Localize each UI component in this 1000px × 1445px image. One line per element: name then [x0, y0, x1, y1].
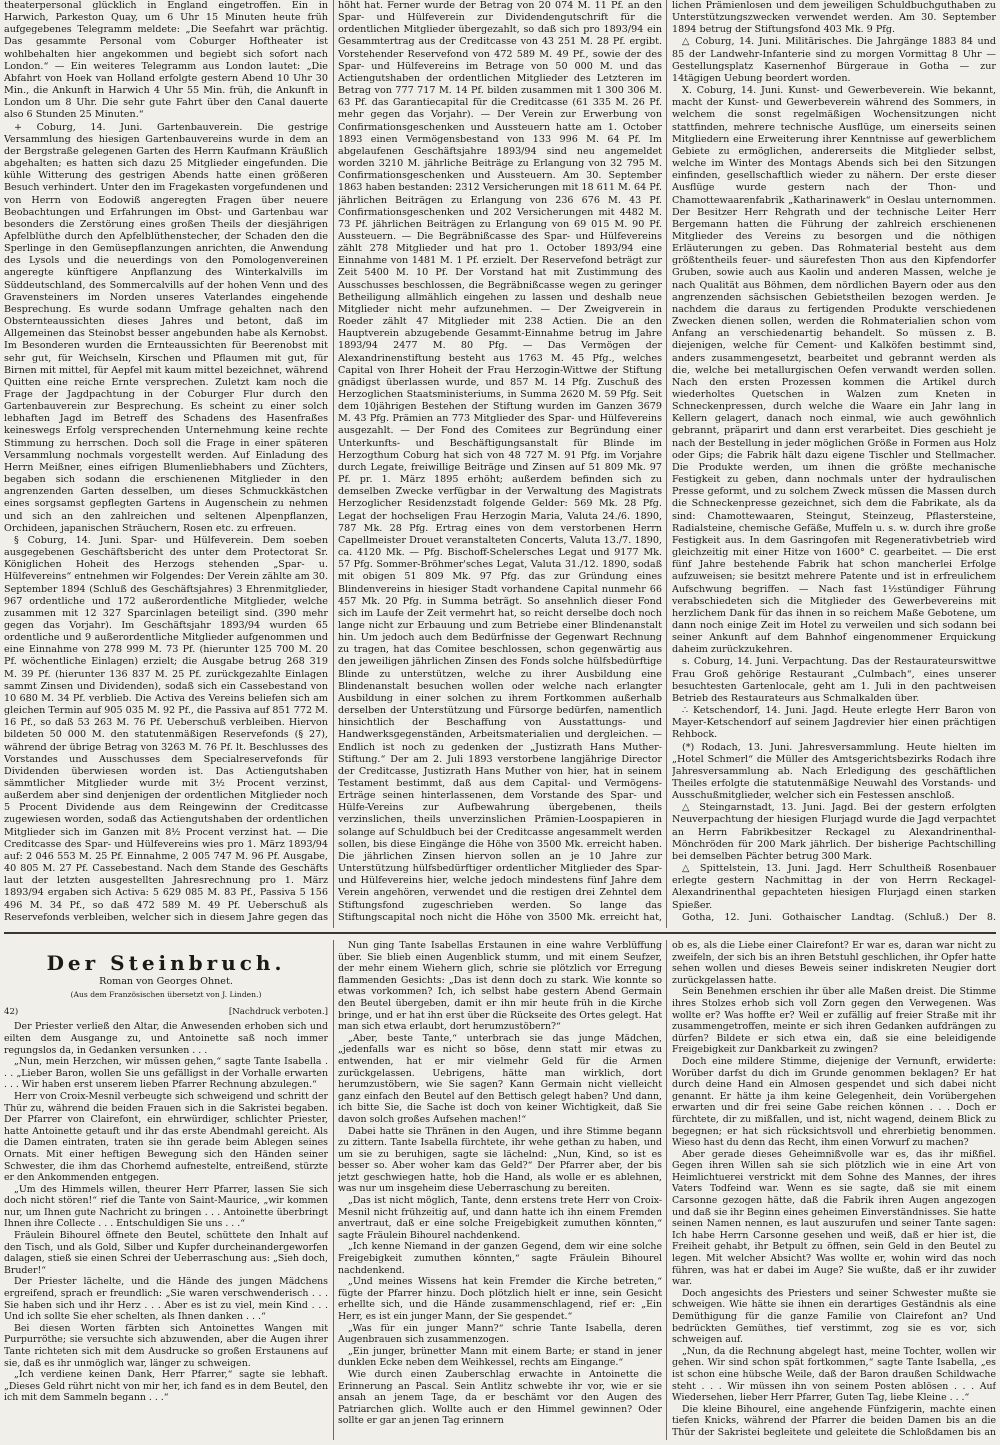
novel-paragraph: Fräulein Bihourel öffnete den Beutel, schüttete den Inhalt auf den Tisch, und als Gold, Silber und Kupfer durcheinandergeworfen dalagen, stieß sie einen Schrei der Ueberraschung aus: „Sieh doch, Bruder!“: [4, 1230, 328, 1276]
novel-paragraph: „Nun, mein Herzchen, wir müssen gehen,“ sagte Tante Isabella . . . „Lieber Baron, wollen Sie uns gefälligst in der Vorhalle erwarten . . . Wir haben erst unserem lieben Pfarrer Rechnung abzulegen.“: [4, 1056, 328, 1091]
novel-paragraph: Sein Benehmen erschien ihr über alle Maßen dreist. Die Stimme ihres Stolzes erhob sich voll Zorn gegen den Verwegenen. Was wollte er? Was hoffte er? Weil er zufällig auf freier Straße mit ihr zusammengetroffen, meinte er sich ihren Gedanken aufdrängen zu dürfen? Bildete er sich etwa ein, daß sie eine beleidigende Freigebigkeit zur Dankbarkeit zu zwingen?: [672, 986, 996, 1056]
news-paragraph: ∴ Ketschendorf, 14. Juni. Jagd. Heute erlegte Herr Baron von Mayer-Ketschendorf auf seinem Jagdrevier hier einen prächtigen Rehbock.: [672, 705, 996, 741]
novel-paragraph: „Was für ein junger Mann?“ schrie Tante Isabella, deren Augenbrauen sich zusammenzogen.: [338, 1322, 662, 1346]
news-paragraph: △ Coburg, 14. Juni. Militärisches. Die Jahrgänge 1883 84 und 85 der Landwehr-Infanterie sind zu morgen Vormittag 8 Uhr — Gestellungsplatz Kasernenhof Bürgeraue in Gotha — zur 14tägigen Uebung beordert worden.: [672, 36, 996, 84]
novel-paragraph: Wie durch einen Zauberschlag erwachte in Antoinette die Erinnerung an Pascal. Sein Antlitz schwebte ihr vor, wie er sie ansah an jenem Tage, da er beschämt vor den Augen des Patriarchen glich. Wollte auch er den Himmel gewinnen? Oder sollte er gar an jenen Tag erinnern: [338, 1368, 662, 1427]
news-column-1: [4, 0, 328, 925]
news-paragraph: △ Steingarnstadt, 13. Juni. Jagd. Bei der gestern erfolgten Neuverpachtung der hiesigen Flurjagd wurde die Jagd verpachtet an Herrn Fabrikbesitzer Reckagel zu Alexandrinenthal-Mönchröden für 200 Mark jährlich. Der bisherige Pachtschilling bei demselben Pächter betrug 300 Mark.: [672, 802, 996, 862]
news-paragraph: höht hat. Ferner wurde der Betrag von 20 074 M. 11 Pf. an den Spar- und Hülfeverein zur Dividendengutschrift für die ordentlichen Mitglieder übergezahlt, so daß sich pro 1893/94 ein Gesammtertrag aus der Creditcasse von 43 251 M. 28 Pf. ergibt. Vorstehender Reservefond von 472 589 M. 49 Pf., sowie der des Spar- und Hülfevereins im Betrage von 50 000 M. und das Actiengutshaben der ordentlichen Mitglieder des Letzteren im Betrag von 777 717 M. 14 Pf. bilden zusammen mit 1 300 306 M. 63 Pf. das Garantiecapital für die Creditcasse (61 335 M. 26 Pf. mehr gegen das Vorjahr). — Der Verein zur Erwerbung von Confirmationsgeschenken und Aussteuern hatte am 1. October 1893 einen Vermögensbestand von 133 996 M. 64 Pf. Im abgelaufenen Geschäftsjahre 1893/94 sind neu angemeldet worden 3210 M. jährliche Beiträge zu Erlangung von 32 795 M. Confirmationsgeschenken und Aussteuern. Am 30. September 1863 haben bestanden: 2312 Versicherungen mit 18 611 M. 64 Pf. jährlichen Beiträgen zu Erlangung von 236 676 M. 43 Pf. Confirmationsgeschenken und 202 Versicherungen mit 4482 M. 73 Pf. jährlichen Beiträgen zu Erlangung von 69 015 M. 90 Pf. Aussteuern. — Die Begräbnißcasse des Spar- und Hülfevereins zählt 278 Mitglieder und hat pro 1. October 1893/94 eine Einnahme von 1481 M. 1 Pf. erzielt. Der Reservefond beträgt zur Zeit 5400 M. 10 Pf. Der Vorstand hat mit Zustimmung des Ausschusses beschlossen, die Begräbnißcasse wegen zu geringer Betheiligung allmählich eingehen zu lassen und deshalb neue Mitglieder nicht mehr aufzunehmen. — Der Zweigverein in Roeder zählt 47 Mitglieder mit 238 Actien. Die an den Hauptverein abzugebende Gesammt-Einnahme betrug im Jahre 1893/94 2477 M. 80 Pfg. — Das Vermögen der Alexandrinenstiftung besteht aus 1763 M. 45 Pfg., welches Capital von Ihrer Hoheit der Frau Herzogin-Wittwe der Stiftung gnädigst überlassen wurde, und 857 M. 14 Pfg. Zuschuß des Herzoglichen Staatsministeriums, in Summa 2620 M. 59 Pfg. Seit dem 10jährigen Bestehen der Stiftung wurden im Ganzen 3679 M. 43 Pfg. Prämien an 773 Mitglieder des Spar- und Hülfevereins ausgezahlt. — Der Fond des Comitees zur Begründung einer Unterkunfts- und Beschäftigungsanstalt für Blinde im Herzogthum Coburg hat sich von 48 727 M. 91 Pfg. im Vorjahre durch Legate, freiwillige Beiträge und Zinsen auf 51 809 Mk. 97 Pf. pr. 1. März 1895 erhöht; außerdem befinden sich zu demselben Zwecke verfügbar in der Verwaltung des Magistrats Herzoglicher Residenzstadt folgende Gelder: 569 Mk. 28 Pfg. Legat der hochseligen Frau Herzogin Maria, Valuta 24./6. 1890, 787 Mk. 28 Pfg. Ertrag eines von dem verstorbenen Herrn Capellmeister Drouet veranstalteten Concerts, Valuta 13./7. 1890, ca. 4120 Mk. — Pfg. Bischoff-Schelersches Legat und 9177 Mk. 57 Pfg. Sommer-Bröhmer'sches Legat, Valuta 31./12. 1890, sodaß mit obigen 51 809 Mk. 97 Pfg. das zur Gründung eines Blindenvereins in hiesiger Stadt vorhandene Capital nunmehr 66 457 Mk. 20 Pfg. in Summa beträgt. So ansehnlich dieser Fond sich im Laufe der Zeit vermehrt hat, so reicht derselbe doch noch lange nicht zur Erbauung und zum Betriebe einer Blindenanstalt hin. Um jedoch auch dem Bedürfnisse der Gegenwart Rechnung zu tragen, hat das Comitee beschlossen, schon gegenwärtig aus den jeweiligen jährlichen Zinsen des Fonds solche hülfsbedürftige Blinde zu unterstützen, welche zu ihrer Ausbildung eine Blindenanstalt besuchen wollen oder welche nach erlangter Ausbildung in einer solchen zu ihrem Fortkommen außerhalb derselben der Unterstützung und Fürsorge bedürfen, namentlich hinsichtlich der Beschaffung von Ausstattungs- und Handwerksgegenständen, Arbeitsmaterialien und dergleichen. — Endlich ist noch zu gedenken der „Justizrath Hans Muther-Stiftung.“ Der am 2. Juli 1893 verstorbene langjährige Director der Creditcasse, Justizrath Hans Muther von hier, hat in seinem Testament bestimmt, daß aus dem Capital- und Vermögens-Erträge seinen hinterlassenen, dem Vorstande des Spar- und Hülfe-Vereins zur Aufbewahrung übergebenen, theils verzinslichen, theils unverzinslichen Prämien-Loospapieren in solange auf Schuldbuch bei der Creditcasse angesammelt werden sollen, bis diese Eingänge die Höhe von 3500 Mk. erreicht haben. Die jährlichen Zinsen hiervon sollen an je 10 Jahre zur Unterstützung hülfsbedürftiger ordentlicher Mitglieder des Spar- und Hülfevereins hier, welche jedoch mindestens fünf Jahre dem Verein angehören, verwendet und die restigen drei Zehntel dem Stiftungsfond zugeschrieben werden. So lange das Stiftungscapital noch nicht die Höhe von 3500 Mk. erreicht hat,: [338, 0, 662, 923]
column-divider: [333, 940, 334, 1440]
novel-paragraph: „Aber, beste Tante,“ unterbrach sie das junge Mädchen, „jedenfalls war es nicht so böse, denn statt mir etwas zu entwenden, hat er mir vielmehr Geld für die Armen zurückgelassen. Uebrigens, hätte man wirklich, dort herumzustöbern, wie Sie sagen? Kann Germain nicht vielleicht ganz einfach den Beutel auf den Bettisch gelegt haben? Und dann, ich bitte Sie, die Sache ist doch von keiner Wichtigkeit, daß Sie davon solch großes Aufsehen machen!“: [338, 1032, 662, 1125]
serial-meta: [4, 1007, 328, 1019]
feuilleton-column-1: [4, 940, 328, 1440]
column-divider: [333, 0, 334, 928]
novel-paragraph: ob es, als die Liebe einer Clairefont? Er war es, daran war nicht zu zweifeln, der sich bis an ihren Betstuhl geschlichen, ihr Opfer hatte sehen wollen und dieses Beweis seiner indiskreten Neugier dort zurückgelassen hatte.: [672, 940, 996, 986]
novel-paragraph: „Das ist nicht möglich, Tante, denn erstens trete Herr von Croix-Mesnil nicht frühzeitig auf, und dann hatte ich ihn einem Fremden anvertraut, daß er eine solche Freigebigkeit zumuthen könnten,“ sagte Fräulein Bihourel nachdenkend.: [338, 1195, 662, 1241]
feuilleton-column-3: [672, 940, 996, 1440]
novel-paragraph: „Um des Himmels willen, theurer Herr Pfarrer, lassen Sie sich doch nicht stören!“ rief die Tante von Saint-Maurice, „wir kommen nur, um Ihnen gute Nachricht zu bringen . . . Antoinette überbringt Ihnen ihre Collecte . . . Entschuldigen Sie uns . . .“: [4, 1183, 328, 1230]
feuilleton-section: [4, 940, 996, 1440]
news-paragraph: X. Coburg, 14. Juni. Kunst- und Gewerbeverein. Wie bekannt, macht der Kunst- und Gewerbeverein während des Sommers, in welchem die sonst regelmäßigen Wochensitzungen nicht stattfinden, mehrere technische Ausflüge, um einerseits seinen Mitgliedern eine Erweiterung ihrer Kenntnisse auf gewerblichem Gebiete zu ermöglichen, andererseits die Mitglieder selbst, welche im Winter des Montags Abends sich bei den Sitzungen einfinden, gesellschaftlich wieder zu nähern. Der erste dieser Ausflüge wurde gestern nach der Thon- und Chamottewaarenfabrik „Katharinawerk“ in Oeslau unternommen. Der Besitzer Herr Rehgrath und der technische Leiter Herr Bergemann hatten die Führung der zahlreich erschienenen Mitglieder des Vereins zu besorgen und die nöthigen Erläuterungen zu geben. Das Rohmaterial besteht aus dem größtentheils feuer- und säurefesten Thon aus den Kipfendorfer Gruben, sowie auch aus Kaolin und anderen Massen, welche je nach Qualität aus Böhmen, dem nördlichen Bayern oder aus den angrenzenden sächsischen Gebietstheilen bezogen werden. Je nachdem die daraus zu fertigenden Produkte verschiedenen Zwecken dienen sollen, werden die Rohmaterialien schon vom Anfang an verschiedenartig behandelt. So müssen z. B. diejenigen, welche für Cement- und Kalköfen bestimmt sind, anders zusammengesetzt, bearbeitet und gebrannt werden als die, welche bei metallurgischen Oefen verwandt werden sollen. Nach den ersten Prozessen kommen die Artikel durch wiederholtes Quetschen in Walzen zum Kneten in Schneckenpressen, durch welche die Waare ein Jahr lang in Kellern gelagert, danach noch einmal, wie auch gewöhnlich gebrannt, präparirt und dann erst verarbeitet. Dies geschieht je nach der Bestellung in jeder möglichen Größe in Formen aus Holz oder Gips; die Fabrik hält dazu eigene Tischler und Stellmacher. Die Produkte werden, um ihnen die größte mechanische Festigkeit zu geben, dann nochmals unter der hydraulischen Presse geformt, und zu solchem Zweck müssen die Massen durch die Schneckenpresse gezeichnet, sich dem die Fabrikate, als da sind: Chamottewaaren, Steingut, Steinzeug, Pflastersteine, Radialsteine, chemische Gefäße, Muffeln u. s. w. durch ihre große Festigkeit aus. In dem Gasringofen mit Regenerativbetrieb wird gleichzeitig mit einer Hitze von 1600° C. gearbeitet. — Die erst fünf Jahre bestehende Fabrik hat schon mancherlei Erfolge aufzuweisen; sie besitzt mehrere Patente und ist in erfreulichem Aufschwung begriffen. — Nach fast 1½stündiger Führung verabschiedeten sich die Mitglieder des Gewerbevereins mit herzlichem Dank für das ihnen in so reichem Maße Gebotene, um dann noch einige Zeit im Hotel zu verweilen und sich sodann bei seiner Ankunft auf dem Bahnhof eingenommener Erquickung daheim zurückzukehren.: [672, 85, 996, 656]
novel-paragraph: Der Priester lächelte, und die Hände des jungen Mädchens ergreifend, sprach er freundlich: „Sie waren verschwenderisch . . . Sie haben sich und ihr Herz . . . Aber es ist zu viel, mein Kind . . . Und ich sollte Sie eher schelten, als Ihnen danken . . .“: [4, 1276, 328, 1323]
novel-paragraph: „Nun, da die Rechnung abgelegt hast, meine Tochter, wollen wir gehen. Wir sind schon spät fortkommen,“ sagte Tante Isabella, „es ist schon eine hübsche Weile, daß der Baron draußen Schildwache steht . . . Wir müssen ihn von seinem Posten ablösen . . . Auf Wiedersehen, lieber Herr Pfarrer, Guten Tag, liebe Kleine . . .“: [672, 1345, 996, 1404]
novel-paragraph: Bei diesen Worten färbten sich Antoinettes Wangen mit Purpurröthe; sie versuchte sich abzuwenden, aber die Augen ihrer Tante richteten sich mit dem Ausdrucke so großen Erstaunens auf sie, daß es ihr unmöglich war, länger zu schweigen.: [4, 1322, 328, 1369]
serial-title: Der Steinbruch.: [46, 951, 286, 975]
novel-paragraph: Doch eine mildere Stimme, diejenige der Vernunft, erwiderte: Worüber darfst du dich im Grunde genommen beklagen? Er hat durch deine Hand ein Almosen gespendet und sich dabei nicht genannt. Er hätte ja ihm keine Gelegenheit, dein Vorübergehen erwarten und dir frei seine Gabe reichen können . . . Doch er fürchtete, dir zu mißfallen, und ist, nicht wagend, deinem Blick zu begegnen; er hat sich rücksichtsvoll und ehrerbietig benommen. Wieso hast du denn das Recht, ihm einen Vorwurf zu machen?: [672, 1055, 996, 1149]
novel-paragraph: Doch angesichts des Priesters und seiner Schwester mußte sie schweigen. Wie hätte sie ihnen ein derartiges Geständnis als eine Demüthigung für die ganze Familie von Clairefont an? Und bedrückten Gemüthes, tief verstimmt, zog sie es vor, sich schweigen auf.: [672, 1287, 996, 1346]
news-paragraph: theaterpersonal glücklich in England eingetroffen. Ein in Harwich, Parkeston Quay, um 6 Uhr 15 Minuten heute früh aufgegebenes Telegramm meldete: „Die Seefahrt war prächtig. Das gesammte Personal vom Coburger Hoftheater ist wohlbehalten hier angekommen und begiebt sich sofort nach London.“ — Ein weiteres Telegramm aus London lautet: „Die Abfahrt von Hoek van Holland erfolgte gestern Abend 10 Uhr 30 Min., die Ankunft in Harwich 4 Uhr 55 Min. früh, die Ankunft in London um 8 Uhr. Die sehr gute Fahrt über den Canal dauerte also 6 Stunden 25 Minuten.“: [4, 0, 328, 121]
serial-translator: (Aus dem Französischen übersetzt von J. Linden.): [70, 990, 262, 1000]
novel-paragraph: „Und meines Wissens hat kein Fremder die Kirche betreten,“ fügte der Pfarrer hinzu. Doch plötzlich hielt er inne, sein Gesicht erhellte sich, und die Hände zusammenschlagend, rief er: „Ein Herr, es ist ein junger Mann, der Sie gespendet.“: [338, 1276, 662, 1322]
feuilleton-rule: [4, 932, 996, 934]
novel-paragraph: Der Priester verließ den Altar, die Anwesenden erhoben sich und eilten dem Ausgange zu, und Antoinette saß noch immer regungslos da, in Gedanken versunken . . .: [4, 1021, 328, 1056]
news-paragraph: s. Coburg, 14. Juni. Verpachtung. Das der Restaurateurswittwe Frau Groß gehörige Restaurant „Culmbach“, eines unserer besuchtesten Gartenlocale, geht am 1. Juli in den pachtweisen Betrieb des Restaurateurs aus Schmalkalden über.: [672, 656, 996, 704]
novel-paragraph: Die kleine Bihourel, eine angehende Fünfzigerin, machte einen tiefen Knicks, während der Pfarrer die beiden Damen bis an die Thür der Sakristei begleitete und geleitete die Schloßdamen bis an: [672, 1403, 996, 1438]
news-section: [4, 0, 996, 925]
news-column-2: [338, 0, 662, 925]
novel-paragraph: „Ich verdiene keinen Dank, Herr Pfarrer,“ sagte sie lebhaft. „Dieses Geld rührt nicht von mir her, ich fand es in dem Beutel, den ich mit dem Sammeln begann . . .“: [4, 1369, 328, 1404]
novel-paragraph: „Ein junger, brünetter Mann mit einem Barte; er stand in jener dunklen Ecke neben dem Weihkessel, rechts am Eingange.“: [338, 1345, 662, 1369]
novel-paragraph: Herr von Croix-Mesnil verbeugte sich schweigend und schritt der Thür zu, während die beiden Frauen sich in die Sakristei begaben. Der Pfarrer von Clairefont, ein ehrwürdiger, schlichter Priester, hatte Antoinette getauft und ihr das erste Abendmahl gereicht. Als die Damen eintraten, traten sie ihn gerade beim Ablegen seines Ornats. Mit einer heftigen Bewegung sich den Händen seiner Schwester, die ihm das Chorhemd aufnestelte, entreißend, stürzte er den Ankommenden entgegen.: [4, 1090, 328, 1184]
column-divider: [666, 0, 667, 928]
column-divider: [666, 940, 667, 1440]
news-paragraph: △ Spittelstein, 13. Juni. Jagd. Herr Schultheiß Rosenbauer erlegte gestern Nachmittag in der von Herrn Reckagel-Alexandrinenthal gepachteten hiesigen Flurjagd einen starken Spießer.: [672, 863, 996, 911]
reprint-notice: [Nachdruck verboten.]: [228, 1006, 328, 1017]
serial-subtitle: Roman von Georges Ohnet.: [99, 975, 233, 987]
news-paragraph: Gotha, 12. Juni. Gothaischer Landtag. (Schluß.) Der 8.: [682, 911, 996, 923]
novel-paragraph: Dabei hatte sie Thränen in den Augen, und ihre Stimme begann zu zittern. Tante Isabella fürchtete, ihr wehe gethan zu haben, und um sie zu beruhigen, sagte sie lächelnd: „Nun, Kind, so ist es besser so. Aber woher kam das Geld?“ Der Pfarrer aber, der bis jetzt geschwiegen hatte, hob die Hand, als wolle er es ablehnen, was nur um insgeheim diese Ueberraschung zu bereiten.: [338, 1125, 662, 1195]
news-paragraph: + Coburg, 14. Juni. Gartenbauverein. Die gestrige Versammlung des hiesigen Gartenbauvereins wurde in dem an der Bergstraße gelegenen Garten des Herrn Kaufmann Kräußlich abgehalten; es hatten sich dazu 25 Mitglieder eingefunden. Die kühle Witterung des gestrigen Abends hatte einen größeren Besuch verhindert. Unter den im Fragekasten vorgefundenen und von Herrn von Eodowiß angeregten Fragen über neuere Beobachtungen und Erfahrungen im Obst- und Gartenbau war besonders die Zerstörung eines großen Theils der diesjährigen Apfelblüthe durch den Apfelblüthenstecher, der Schaden den die Sperlinge in den Gemüsepflanzungen anrichten, die Anwendung des Lysols und die neuerdings von den Pomologenvereinen angeregte künftigere Anpflanzung des Winterkalvills im Süddeutschland, des Sommercalvills auf der hohen Venn und des Gravensteiners im Norden unseres Vaterlandes eingehende Besprechung. Es wurde sodann Umfrage gehalten nach den Obsternteaussichten dieses Jahres und betont, daß im Allgemeinen das Steinobst besser angebunden habe als Kernobst. Im Besonderen wurden die Ernteaussichten für Beerenobst mit sehr gut, für Weichseln, Kirschen und Pflaumen mit gut, für Birnen mit mittel, für Aepfel mit kaum mittel bezeichnet, während Quitten eine reiche Ernte versprechen. Zuletzt kam noch die Frage der Jagdpachtung in der Coburger Flur durch den Gartenbauverein zur Besprechung. Es scheint zu einer solch lebhaften Jagd im Betreff des Schadens des Hasenfraßes keineswegs Erfolg versprechenden Unternehmung keine rechte Stimmung zu herrschen. Doch soll die Frage in einer späteren Versammlung nochmals vorgestellt werden. Auf Einladung des Herrn Meißner, eines eifrigen Blumenliebhabers und Züchters, begaben sich sodann die erschienenen Mitglieder in den angrenzenden Garten desselben, um dieses Schmuckkästchen eines sorgsamst gepflegten Gartens in Augenschein zu nehmen und sich an den zahlreichen und seltenen Alpenpflanzen, Orchideen, japanischen Sträuchern, Rosen etc. zu erfreuen.: [4, 121, 328, 534]
feuilleton-column-2: [338, 940, 662, 1440]
novel-paragraph: „Ich kenne Niemand in der ganzen Gegend, dem wir eine solche Freigebigkeit zumuthen könnten,“ sagte Fräulein Bihourel nachdenkend.: [338, 1241, 662, 1276]
news-paragraph: § Coburg, 14. Juni. Spar- und Hülfeverein. Dem soeben ausgegebenen Geschäftsbericht des unter dem Protectorat Sr. Königlichen Hoheit des Herzogs stehenden „Spar- u. Hülfevereins“ entnehmen wir Folgendes: Der Verein zählte am 30. September 1894 (Schluß des Geschäftsjahres) 3 Ehrenmitglieder, 967 ordentliche und 172 außerordentliche Mitglieder, welche zusammen mit 12 327 Sparcinlagen beteiligt sind. (390 mehr gegen das Vorjahr). Im Geschäftsjahr 1893/94 wurden 65 ordentliche und 9 außerordentliche Mitglieder aufgenommen und eine Einnahme von 278 999 M. 73 Pf. (hierunter 125 700 M. 20 Pf. wöchentliche Einlagen) erzielt; die Ausgabe betrug 268 319 M. 39 Pf. (hierunter 136 837 M. 25 Pf. zurückgezahlte Einlagen sammt Zinsen und Dividenden), sodaß sich ein Cassebestand von 10 680 M. 34 Pf. verblieb. Die Activa des Vereins beliefen sich am gleichen Termin auf 905 035 M. 92 Pf., die Passiva auf 851 772 M. 16 Pf., so daß 53 263 M. 76 Pf. Ueberschuß verbleiben. Hiervon bildeten 50 000 M. den statutenmäßigen Reservefonds (§ 27), während der übrige Betrag von 3263 M. 76 Pf. lt. Beschlusses des Vorstandes und Ausschusses dem Specialreservefonds für Dividenden überwiesen worden ist. Das Actiengutshaben sämmtlicher Mitglieder wurde mit 3½ Procent verzinst, außerdem aber sind denjenigen der ordentlichen Mitglieder noch 5 Procent Dividende aus dem Reingewinn der Creditcasse zugewiesen worden, sodaß das Actiengutshaben der ordentlichen Mitglieder sich im Ganzen mit 8½ Procent verzinst hat. — Die Creditcasse des Spar- und Hülfevereins wies pro 1. März 1893/94 auf: 2 046 553 M. 25 Pf. Einnahme, 2 005 747 M. 96 Pf. Ausgabe, 40 805 M. 27 Pf. Cassebestand. Nach dem Stande des Geschäfts laut der letzten ausgestellten Jahresrechnung pro 1. März 1893/94 ergaben sich Activa: 5 629 085 M. 83 Pf., Passiva 5 156 496 M. 34 Pf., so daß 472 589 M. 49 Pf. Ueberschuß als Reservefonds verbleiben, welcher sich in diesem Jahre gegen das: [4, 534, 328, 923]
instalment-number: 42): [4, 1006, 19, 1017]
novel-paragraph: Aber gerade dieses Geheimnißvolle war es, das ihr mißfiel. Gegen ihren Willen sah sie sich plötzlich wie in eine Art von Heimlichtuerei verstrickt mit dem Sohne des Mannes, der ihres Vaters Todfeind war. Wenn es sie sagte, daß sie mit einem Carsonne gezogen hätte, daß die Fabrik ihren Augen angezogen und daß sie ihr Beginn eines geheimen Einverständnisses. Sie hatte seinen Namen nennen, es laut auszurufen und seiner Tante sagen: Ich habe Herrn Carsonne gesehen und weiß, daß er hier ist, die Freiheit gehabt, ihr Betpult zu öffnen, sein Geld in den Beutel zu legen. Mit welcher Absicht? Was wollte er, wohin wird das noch führen, was hat er dabei im Auge? Sie wußte, daß er ihr zuwider war.: [672, 1148, 996, 1288]
novel-paragraph: Nun ging Tante Isabellas Erstaunen in eine wahre Verblüffung über. Sie blieb einen Augenblick stumm, und mit einem Seufzer, der mehr einem Wiehern glich, schrie sie plötzlich vor Erregung flammenden Gesichts: „Das ist denn doch zu stark. Wie konnte so etwas vorkommen? Ich, ich selbst habe gestern Abend Germain den Beutel übergeben, damit er ihn mir heute früh in die Kirche bringe, und er hat ihn erst über die Rückseite des Ortes gelegt. Hat man sich etwa erlaubt, dort herumzustöbern?“: [338, 940, 662, 1033]
news-paragraph: (*) Rodach, 13. Juni. Jahresversammlung. Heute hielten im „Hotel Schmerl“ die Müller des Amtsgerichtsbezirks Rodach ihre Jahresversammlung ab. Nach Erledigung des geschäftlichen Theiles erfolgte die statutenmäßige Neuwahl des Vorstands- und Ausschußmitglieder, welcher sich ein Festessen anschloß.: [672, 741, 996, 802]
news-column-3: [672, 0, 996, 925]
news-paragraph: lichen Prämienlosen und dem jeweiligen Schuldbuchguthaben zu Unterstützungszwecken verwendet werden. Am 30. September 1894 betrug der Stiftungsfond 403 Mk. 9 Pfg.: [672, 0, 996, 36]
